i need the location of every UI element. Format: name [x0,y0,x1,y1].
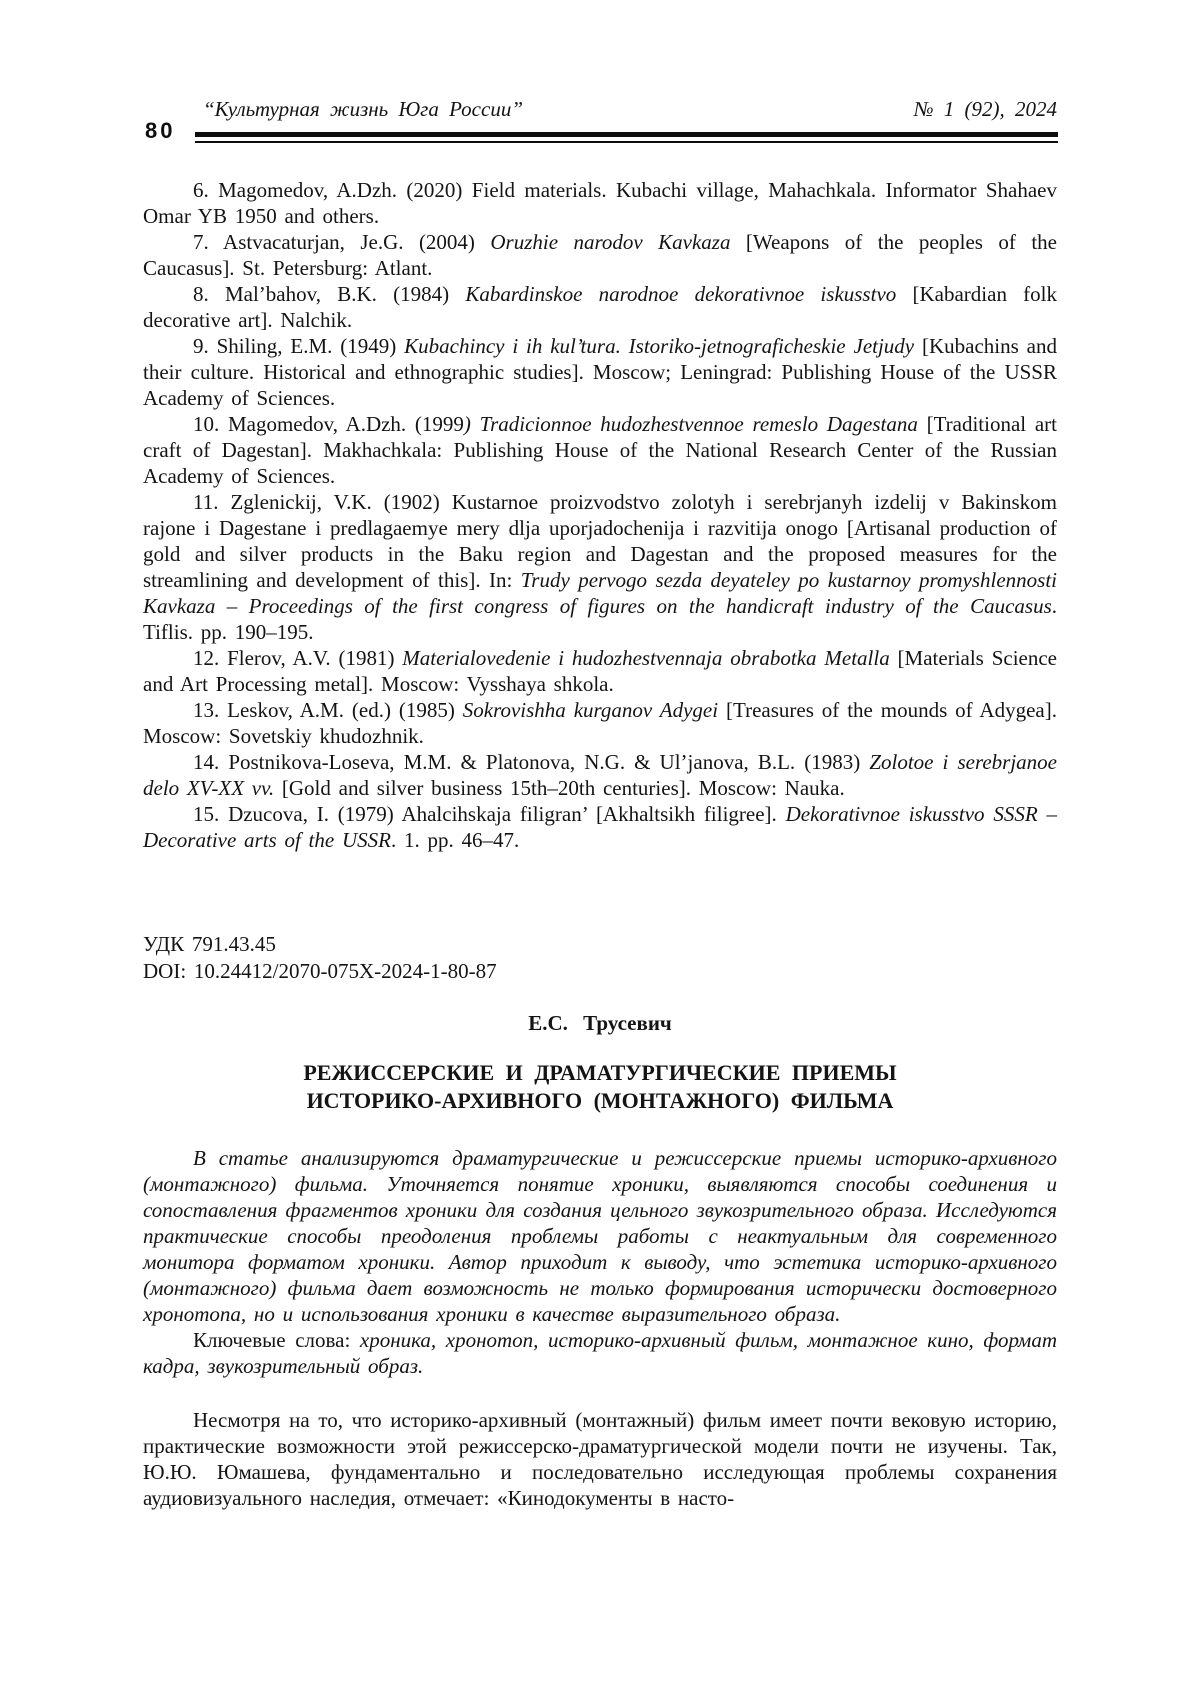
italic-text-run: Oruzhie narodov Kavkaza [490,230,731,254]
abstract-paragraph [143,1145,1057,1327]
reference-item [143,645,1057,697]
italic-text-run: Dekorativnoe iskusstvo SSSR – Decorative arts of the USSR [143,802,1057,852]
doi-line: DOI: 10.24412/2070-075X-2024-1-80-87 [143,959,497,983]
header-rule-thin [195,141,1058,143]
reference-item [143,229,1057,281]
article-title [143,1059,1057,1115]
page-number: 80 [145,118,176,143]
text-run: [Traditional art craft of Dagestan]. Makhachkala: Publishing House of the National Research Center of the Russian Academy of Sciences. [143,412,1057,488]
text-run: [Weapons of the peoples of the Caucasus]. St. Petersburg: Atlant. [143,230,1058,280]
header-rule-thick [195,132,1058,137]
reference-item [143,411,1057,489]
italic-text-run: хроника, хронотоп, историко-архивный фильм, монтажное кино, формат кадра, звукозрительный образ. [143,1328,1057,1378]
text-run: 12. Flerov, A.V. (1981) [193,646,403,670]
text-run: 6. Magomedov, A.Dzh. (2020) Field materials. Kubachi village, Mahachkala. Informator Shahaev Omar YB 1950 and others. [143,178,1057,228]
keywords-paragraph [143,1327,1057,1379]
text-run: [Treasures of the mounds of Adygea]. Moscow: Sovetskiy khudozhnik. [143,698,1057,748]
udk-line: УДК 791.43.45 [143,932,276,956]
text-run: 7. Astvacaturjan, Je.G. (2004) [193,230,491,254]
italic-text-run: Kabardinskoe narodnoe dekorativnoe iskusstvo [465,282,897,306]
reference-item [143,489,1057,645]
issue-number: № 1 (92), 2024 [913,97,1057,121]
text-run: 15. Dzucova, I. (1979) Ahalcihskaja filigran’ [Akhaltsikh filigree]. [193,802,786,826]
text-run: 10. Magomedov, A.Dzh. (1999 [193,412,464,436]
text-run: [Kubachins and their culture. Historical and ethnographic studies]. Moscow; Leningrad: Publishing House of the USSR Academy of Sciences. [143,334,1058,410]
body-paragraph [143,1407,1057,1511]
italic-text-run: Kubachincy i ih kul’tura. Istoriko-jetnograficheskie Jetjudy [404,334,915,358]
italic-text-run: ) Tradicionnoe hudozhestvennoe remeslo Dagestana [463,412,918,436]
reference-item [143,749,1057,801]
text-run: . 1. pp. 46–47. [390,828,520,852]
text-run: Несмотря на то, что историко-архивный (монтажный) фильм имеет почти вековую историю, практические возможности этой режиссерско-драматургической модели почти не изучены. Так, Ю.Ю. Юмашева, фундаментально и последовательно исследующая проблемы сохранения аудиовизуального наследия, отмечает: «Кинодокументы в насто- [143,1408,1057,1510]
references-list [143,177,1057,853]
italic-text-run: Trudy pervogo sezda deyateley po kustarnoy promyshlennosti Kavkaza – Proceedings of the first congress of figures on the handicraft industry of the Caucasus [143,568,1057,618]
italic-text-run: Zolotoe i serebrjanoe delo XV-XX vv. [143,750,1057,800]
reference-item [143,801,1057,853]
header-rule [195,132,1058,143]
reference-item [143,281,1057,333]
author-name: Е.С. Трусевич [528,1011,672,1035]
article-title-line2: ИСТОРИКО-АРХИВНОГО (МОНТАЖНОГО) ФИЛЬМА [306,1088,894,1113]
reference-item [143,697,1057,749]
text-run: 9. Shiling, E.M. (1949) [193,334,405,358]
text-run: 14. Postnikova-Loseva, M.M. & Platonova, N.G. & Ul’janova, B.L. (1983) [193,750,870,774]
text-run: [Gold and silver business 15th–20th centuries]. Moscow: Nauka. [274,776,845,800]
text-run: 13. Leskov, A.M. (ed.) (1985) [193,698,463,722]
text-run: . Tiflis. pp. 190–195. [143,594,1057,644]
italic-text-run: Sokrovishha kurganov Adygei [462,698,719,722]
article-meta [143,931,1057,985]
text-run: 11. Zglenickij, V.K. (1902) Kustarnoe proizvodstvo zolotyh i serebrjanyh izdelij v Bakinskom rajone i Dagestane i predlagaemye mery dlja uporjadochenija i razvitija onogo [Artisanal production of gold and silver products in the Baku region and Dagestan and the proposed measures for the streamlining and development of this]. In: [143,490,1057,592]
article-title-line1: РЕЖИССЕРСКИЕ И ДРАМАТУРГИЧЕСКИЕ ПРИЕМЫ [303,1060,897,1085]
reference-item [143,177,1057,229]
journal-title: “Культурная жизнь Юга России” [203,97,523,121]
text-run: Ключевые слова: [193,1328,360,1352]
reference-item [143,333,1057,411]
text-run: [Materials Science and Art Processing metal]. Moscow: Vysshaya shkola. [143,646,1057,696]
italic-text-run: Materialovedenie i hudozhestvennaja obrabotka Metalla [402,646,890,670]
running-header [203,97,1057,122]
text-run: [Kabardian folk decorative art]. Nalchik. [143,282,1058,332]
text-run: 8. Mal’bahov, B.K. (1984) [193,282,466,306]
page-content [143,177,1057,1511]
italic-text-run: В статье анализируются драматургические и режиссерские приемы историко-архивного (монтажного) фильма. Уточняется понятие хроники, выявляются способы соединения и сопоставления фрагментов хроники для создания цельного звукозрительного образа. Исследуются практические способы преодоления проблемы работы с неактуальным для современного монитора форматом хроники. Автор приходит к выводу, что эстетика историко-архивного (монтажного) фильма дает возможность не только формирования исторически достоверного хронотопа, но и использования хроники в качестве выразительного образа. [143,1146,1057,1326]
